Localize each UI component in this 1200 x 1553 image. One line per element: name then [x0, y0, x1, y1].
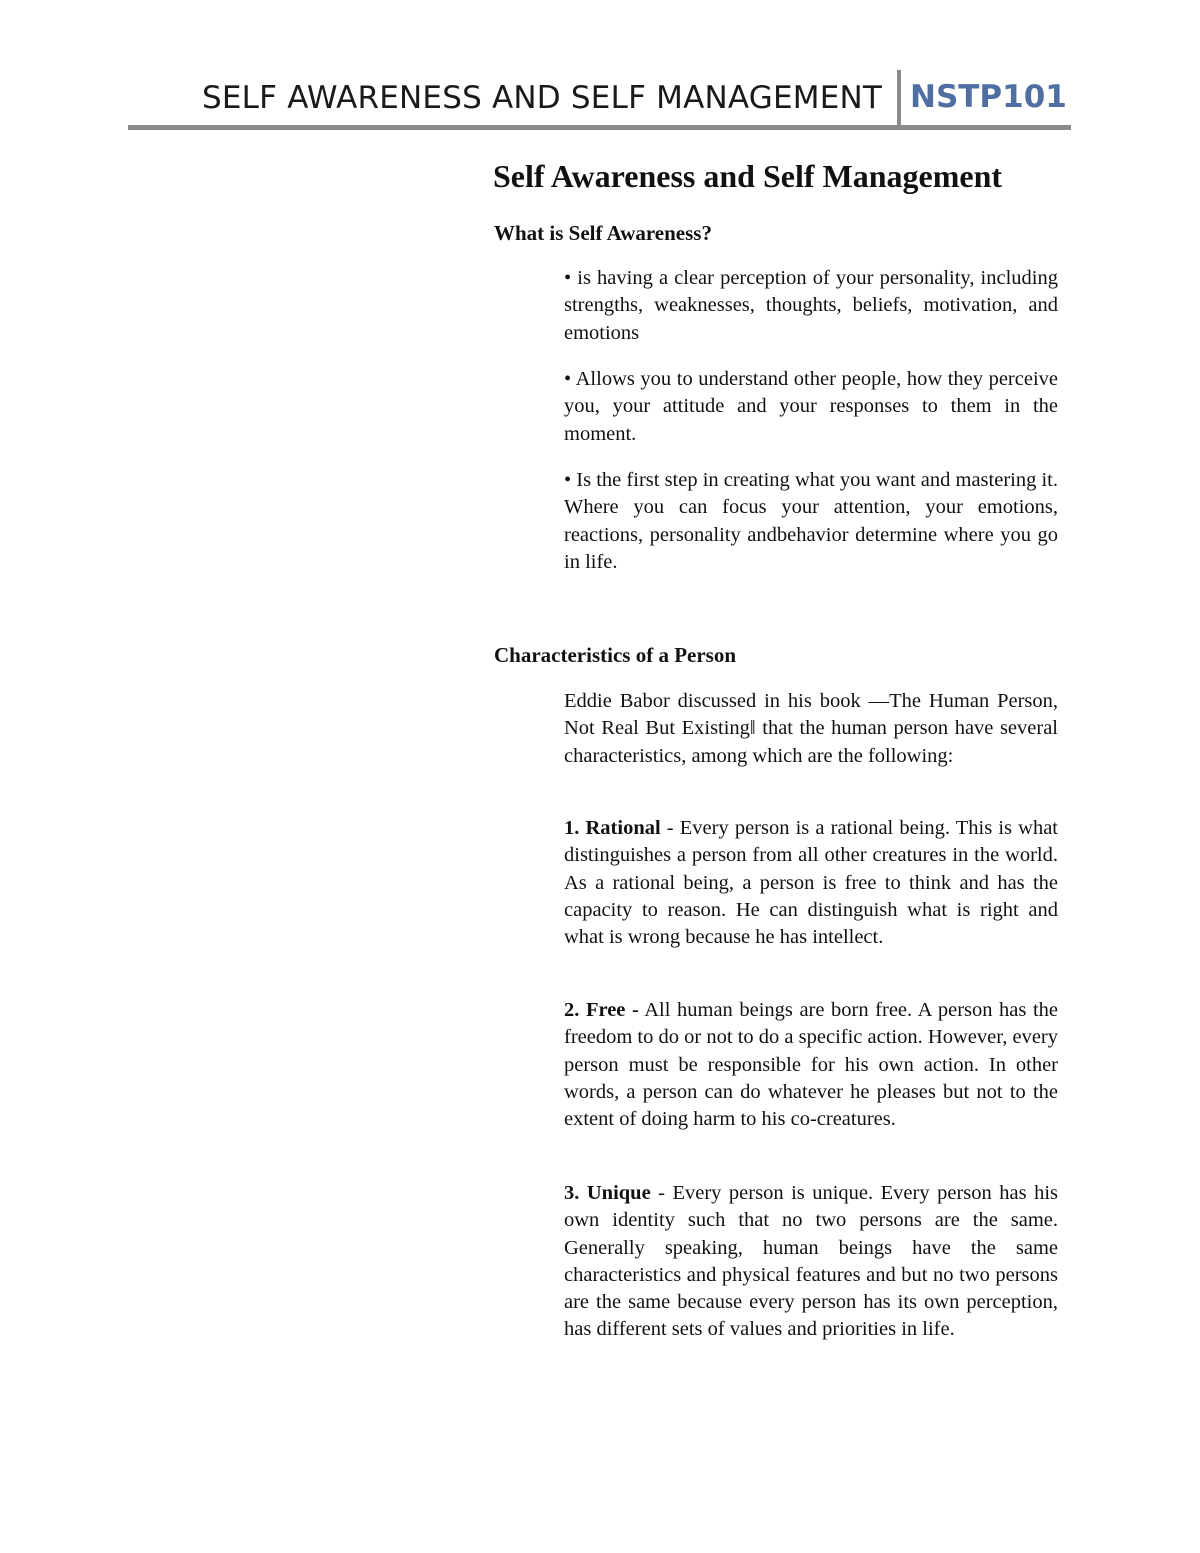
- header-rule: [128, 125, 1071, 130]
- characteristic-label: 3. Unique: [564, 1182, 651, 1204]
- characteristic-label: 2. Free -: [564, 999, 639, 1021]
- characteristic-text: - Every person is unique. Every person has his own identity such that no two persons are the same. Generally speaking, human beings have the same characteristics and physical features and but no two persons are the same because every person has its own perception, has different sets of values and priorities in life.: [564, 1182, 1058, 1341]
- characteristic-text: All human beings are born free. A person has the freedom to do or not to do a specific action. However, every person must be responsible for his own action. In other words, a person can do whatever he pleases but not to the extent of doing harm to his co-creatures.: [564, 999, 1058, 1131]
- header-title: SELF AWARENESS AND SELF MANAGEMENT: [202, 80, 883, 116]
- header-separator: [897, 70, 901, 127]
- characteristic-unique: [564, 1180, 1058, 1344]
- page-header: [128, 70, 1071, 130]
- characteristic-free: [564, 997, 1058, 1133]
- header-course-code: NSTP101: [910, 79, 1067, 115]
- bullet-paragraph: • Allows you to understand other people, how they perceive you, your attitude and your responses to them in the moment.: [564, 368, 1058, 445]
- document-title: Self Awareness and Self Management: [493, 158, 1003, 194]
- characteristic-label: 1. Rational: [564, 817, 661, 839]
- bullet-paragraph: • is having a clear perception of your personality, including strengths, weaknesses, thoughts, beliefs, motivation, and emotions: [564, 267, 1058, 344]
- characteristic-text: - Every person is a rational being. This is what distinguishes a person from all other creatures in the world. As a rational being, a person is free to think and has the capacity to reason. He can distinguish what is right and what is wrong because he has intellect.: [564, 817, 1059, 949]
- characteristic-rational: [564, 815, 1058, 951]
- bullet-paragraph: • Is the first step in creating what you want and mastering it. Where you can focus your attention, your emotions, reactions, personality andbehavior determine where you go in life.: [564, 469, 1058, 573]
- section-heading-self-awareness: What is Self Awareness?: [494, 221, 712, 245]
- section-heading-characteristics: Characteristics of a Person: [494, 643, 737, 667]
- intro-paragraph: Eddie Babor discussed in his book ―The Human Person, Not Real But Existing‖ that the human person have several characteristics, among which are the following:: [564, 690, 1058, 767]
